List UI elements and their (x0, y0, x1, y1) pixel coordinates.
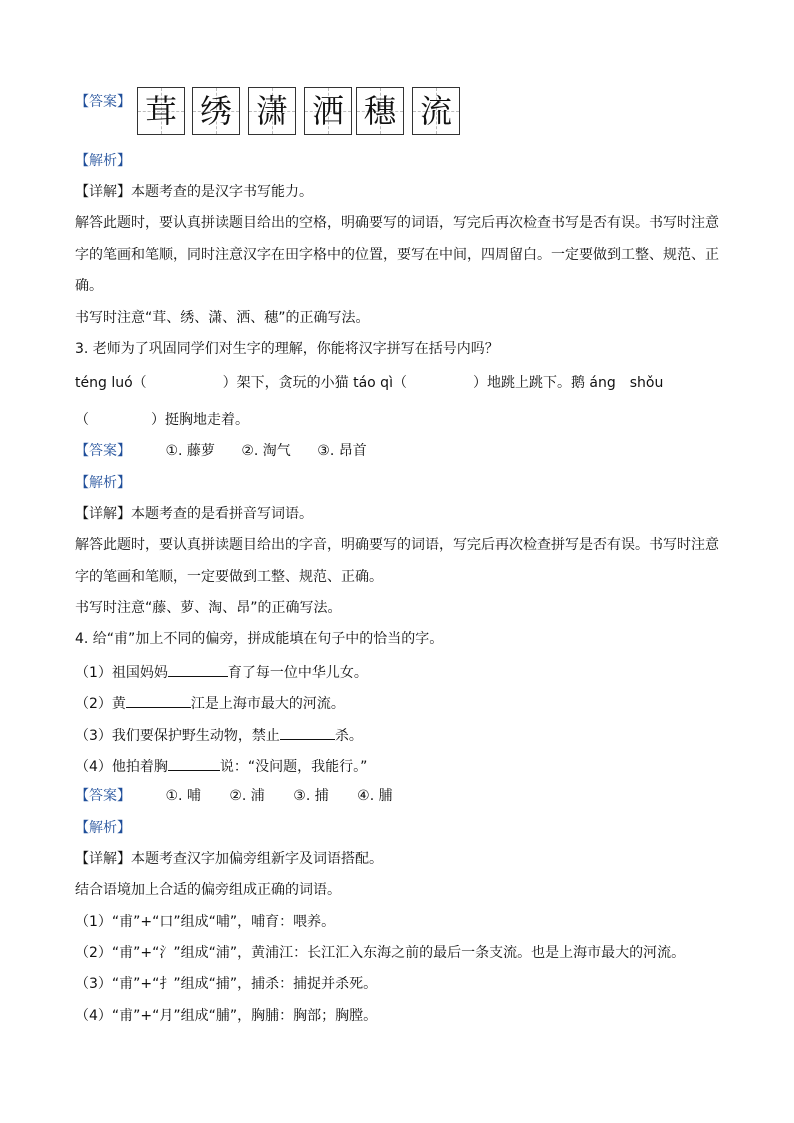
pinyin-ang: áng (589, 375, 616, 391)
q3-detail: 【详解】本题考查的是看拼音写词语。 (75, 506, 313, 522)
q4-sentence-3: （3）我们要保护野生动物，禁止 杀。 (75, 724, 363, 746)
q3-sentence-line-1: téng luó（ ）架下，贪玩的小猫 táo qì（ ）地跳上跳下。鹅 áng shǒu (75, 375, 664, 391)
q3-stem: 3. 老师为了巩固同学们对生字的理解，你能将汉字拼写在括号内吗？ (75, 341, 499, 357)
q4-paragraph-1: 结合语境加上合适的偏旁组成正确的词语。 (75, 882, 341, 898)
pinyin-tengluo: téng luó (75, 375, 133, 391)
q2-paragraph-3: 确。 (75, 278, 103, 294)
q2-answer-tag: 【答案】 (75, 94, 131, 110)
q4-sentence-2: （2）黄 江是上海市最大的河流。 (75, 692, 345, 714)
q2-detail: 【详解】本题考查的是汉字书写能力。 (75, 184, 313, 200)
q4-sentence-1: （1）祖国妈妈 育了每一位中华儿女。 (75, 661, 368, 683)
q4-sentence-4: （4）他拍着胸 说：“没问题，我能行。” (75, 755, 367, 777)
pinyin-shou: shǒu (629, 375, 664, 391)
q2-paragraph-4: 书写时注意“茸、绣、潇、洒、穗”的正确写法。 (75, 310, 370, 326)
char-cell: 流 (412, 87, 460, 135)
q4-detail: 【详解】本题考查汉字加偏旁组新字及词语搭配。 (75, 851, 383, 867)
q4-explain-2: （2）“甫”+“氵”组成“浦”，黄浦江：长江汇入东海之前的最后一条支流。也是上海市最大的河流。 (75, 945, 686, 961)
char-cell: 茸 (137, 87, 185, 135)
char-cell: 绣 (192, 87, 240, 135)
char-cell: 洒 (304, 87, 352, 135)
q4-explain-1: （1）“甫”+“口”组成“哺”，哺育：喂养。 (75, 914, 336, 930)
q3-paragraph-1: 解答此题时，要认真拼读题目给出的字音，明确要写的词语，写完后再次检查拼写是否有误。书写时注意 (75, 537, 719, 553)
q4-analysis-tag: 【解析】 (75, 820, 131, 836)
q4-answer: 【答案】 ①. 哺 ②. 浦 ③. 捕 ④. 脯 (75, 788, 393, 804)
q4-explain-4: （4）“甫”+“月”组成“脯”，胸脯：胸部；胸膛。 (75, 1008, 378, 1024)
q4-stem: 4. 给“甫”加上不同的偏旁，拼成能填在句子中的恰当的字。 (75, 631, 444, 647)
q2-paragraph-2: 字的笔画和笔顺，同时注意汉字在田字格中的位置，要写在中间，四周留白。一定要做到工整、规范、正 (75, 247, 719, 263)
q4-explain-3: （3）“甫”+“扌”组成“捕”，捕杀：捕捉并杀死。 (75, 976, 378, 992)
char-cell: 穗 (356, 87, 404, 135)
q3-sentence-line-2: （ ）挺胸地走着。 (75, 412, 249, 428)
q2-analysis-tag: 【解析】 (75, 153, 131, 169)
q3-answer: 【答案】 ①. 藤萝 ②. 淘气 ③. 昂首 (75, 443, 367, 459)
char-cell: 潇 (248, 87, 296, 135)
q3-paragraph-3: 书写时注意“藤、萝、淘、昂”的正确写法。 (75, 600, 342, 616)
q3-paragraph-2: 字的笔画和笔顺，一定要做到工整、规范、正确。 (75, 569, 383, 585)
q2-paragraph-1: 解答此题时，要认真拼读题目给出的空格，明确要写的词语，写完后再次检查书写是否有误。书写时注意 (75, 215, 719, 231)
pinyin-taoqi: táo qì (353, 375, 393, 391)
q3-analysis-tag: 【解析】 (75, 475, 131, 491)
